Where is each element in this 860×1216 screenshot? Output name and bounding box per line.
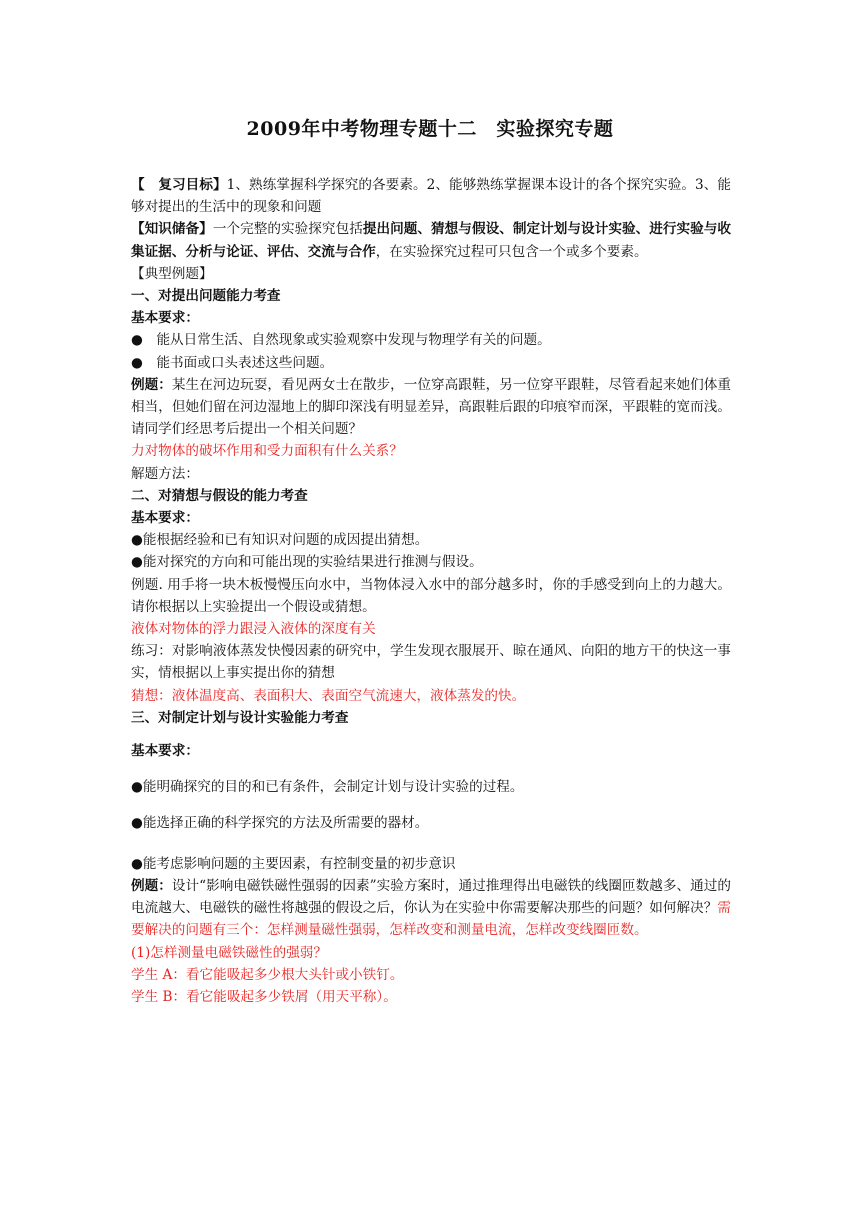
section-1-example — [131, 374, 731, 441]
section-3-requirements-label: 基本要求： — [131, 743, 199, 760]
section-3-student-b: 学生 B：看它能吸起多少铁屑（用天平称）。 — [131, 988, 397, 1005]
section-1-example-text: 某生在河边玩耍，看见两女士在散步，一位穿高跟鞋，另一位穿平跟鞋，尽管看起来她们体重相当，但她们留在河边湿地上的脚印深浅有明显差异，高跟鞋后跟的印痕窄而深，平跟鞋的宽而浅。请同学们经思考后提出一个相关问题？ — [131, 376, 732, 438]
section-2-practice: 练习：对影响液体蒸发快慢因素的研究中，学生发现衣服展开、晾在通风、向阳的地方干的快这一事实，情根据以上事实提出你的猜想 — [131, 643, 731, 682]
knowledge-paragraph — [131, 218, 731, 262]
section-2-practice-answer: 猜想：液体温度高、表面积大、表面空气流速大，液体蒸发的快。 — [131, 687, 526, 704]
spacer — [131, 798, 731, 812]
knowledge-pre: 一个完整的实验探究包括 — [212, 221, 363, 238]
section-3-heading: 三、对制定计划与设计实验能力考查 — [131, 709, 349, 726]
section-3-example-text: 设计“影响电磁铁磁性强弱的因素”实验方案时，通过推理得出电磁铁的线圈匝数越多、通过的电流越大、电磁铁的磁性将越强的假设之后，你认为在实验中你需要解决那些的问题？如何解决？ — [131, 877, 731, 917]
knowledge-label: 【知识储备】 — [131, 221, 213, 238]
section-3-example-answer: 需要解决的问题有三个：怎样测量磁性强弱，怎样改变和测量电流，怎样改变线圈匝数。 — [131, 900, 731, 939]
section-3-example — [131, 875, 731, 942]
section-1-answer: 力对物体的破坏作用和受力面积有什么关系？ — [131, 443, 403, 460]
section-3-requirement-2: ●能选择正确的科学探究的方法及所需要的器材。 — [131, 815, 429, 832]
document-body — [131, 174, 731, 1008]
spacer — [131, 762, 731, 776]
section-2-requirement-2: ●能对探究的方向和可能出现的实验结果进行推测与假设。 — [131, 554, 483, 571]
review-goal-text: 1、熟练掌握科学探究的各要素。2、能够熟练掌握课本设计的各个探究实验。3、能够对提出的生活中的现象和问题 — [131, 177, 731, 216]
section-1-example-label: 例题： — [131, 376, 172, 393]
knowledge-post: ，在实验探究过程可只包含一个或多个要素。 — [375, 243, 648, 260]
section-3-requirement-3: ●能考虑影响问题的主要因素，有控制变量的初步意识 — [131, 855, 456, 872]
section-1-requirement-1: ● 能从日常生活、自然现象或实验观察中发现与物理学有关的问题。 — [131, 332, 551, 349]
section-1-method: 解题方法： — [131, 465, 199, 482]
section-2-answer: 液体对物体的浮力跟浸入液体的深度有关 — [131, 621, 376, 638]
knowledge-bold: 提出问题、猜想与假设、制定计划与设计实验、进行实验与收集证据、分析与论证、评估、交流与合作 — [131, 221, 732, 260]
section-1-heading: 一、对提出问题能力考查 — [131, 288, 281, 305]
section-2-example: 例题. 用手将一块木板慢慢压向水中，当物体浸入水中的部分越多时，你的手感受到向上的力越大。请你根据以上实验提出一个假设或猜想。 — [131, 576, 731, 615]
section-1-requirements-label: 基本要求： — [131, 310, 199, 327]
section-3-requirement-1: ●能明确探究的目的和已有条件，会制定计划与设计实验的过程。 — [131, 779, 524, 796]
section-2-requirements-label: 基本要求： — [131, 510, 199, 527]
document-title: 2009年中考物理专题十二 实验探究专题 — [246, 118, 614, 140]
section-3-question-1: (1)怎样测量电磁铁磁性的强弱？ — [131, 944, 327, 961]
review-goal-paragraph — [131, 174, 731, 218]
spacer — [131, 729, 731, 740]
section-2-heading: 二、对猜想与假设的能力考查 — [131, 487, 308, 504]
section-3-student-a: 学生 A：看它能吸起多少根大头针或小铁钉。 — [131, 966, 404, 983]
section-1-requirement-2: ● 能书面或口头表述这些问题。 — [131, 354, 334, 371]
section-2-requirement-1: ●能根据经验和已有知识对问题的成因提出猜想。 — [131, 532, 429, 549]
section-3-example-label: 例题： — [131, 877, 172, 894]
spacer — [131, 835, 731, 853]
examples-label: 【典型例题】 — [131, 265, 213, 282]
review-goal-label: 【 复习目标】 — [131, 177, 227, 193]
